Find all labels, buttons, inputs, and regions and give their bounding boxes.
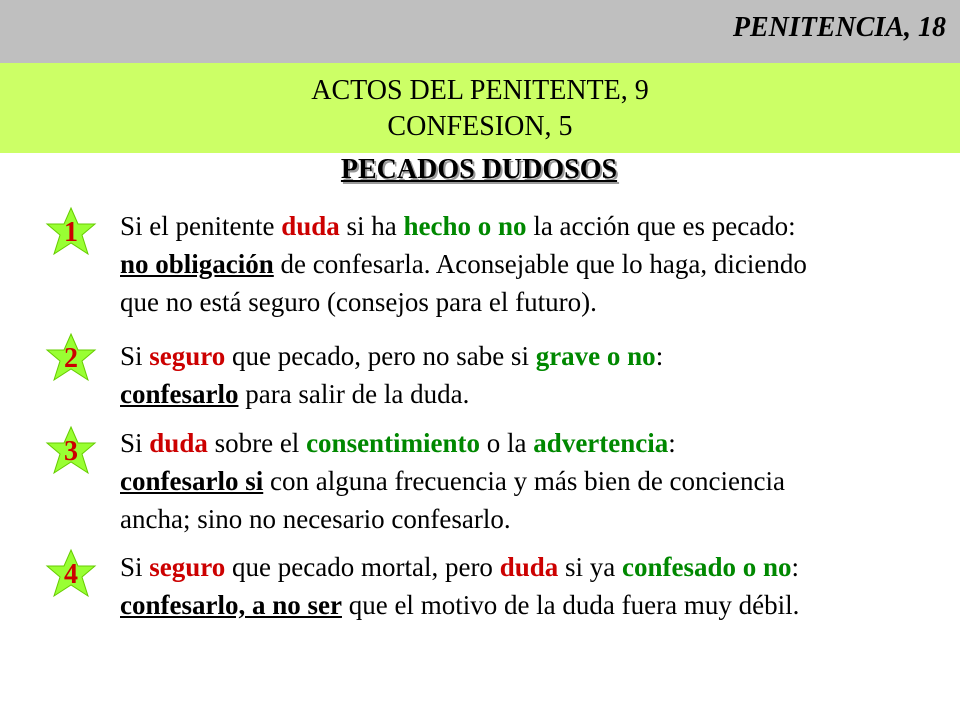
item-4-line-2 [120, 586, 799, 624]
item-number: 4 [64, 559, 78, 590]
subtitle-line-2: CONFESION, 5 [387, 111, 573, 142]
item-2-line-1 [120, 337, 663, 375]
star-badge-2 [45, 332, 97, 384]
text-run: : [791, 552, 800, 582]
text-run: Si [120, 341, 150, 371]
item-number: 1 [64, 217, 78, 248]
emphasis-red: duda [281, 211, 340, 241]
text-run: que pecado mortal, pero [225, 552, 500, 582]
emphasis-underline: no obligación [120, 249, 274, 279]
emphasis-red: seguro [149, 341, 226, 371]
item-4-line-1 [120, 548, 799, 586]
text-run: la acción que es pecado: [526, 211, 796, 241]
emphasis-red: duda [149, 428, 208, 458]
text-run: Si [120, 552, 150, 582]
text-run: que no está seguro (consejos para el futuro). [120, 287, 597, 317]
text-run: si ha [339, 211, 404, 241]
emphasis-red: duda [499, 552, 559, 582]
emphasis-underline: confesarlo [120, 379, 239, 409]
item-number: 2 [64, 343, 78, 374]
text-run: ancha; sino no necesario confesarlo. [120, 504, 511, 534]
emphasis-underline: confesarlo si [120, 466, 264, 496]
item-1-line-2 [120, 245, 807, 283]
item-3-line-1 [120, 424, 785, 462]
top-bar [0, 0, 960, 63]
emphasis-green: hecho o no [403, 211, 527, 241]
item-1-text [120, 207, 807, 321]
text-run: Si [120, 428, 150, 458]
item-1-line-3 [120, 283, 807, 321]
emphasis-green: confesado o no [622, 552, 792, 582]
item-3-line-2 [120, 462, 785, 500]
text-run: que el motivo de la duda fuera muy débil. [341, 590, 800, 620]
item-3-text [120, 424, 785, 538]
item-number: 3 [64, 436, 78, 467]
section-heading: PECADOS DUDOSOS [340, 154, 618, 185]
text-run: : [655, 341, 664, 371]
emphasis-green: consentimiento [306, 428, 481, 458]
item-1-line-1 [120, 207, 807, 245]
item-4-text [120, 548, 799, 624]
text-run: para salir de la duda. [238, 379, 470, 409]
subtitle-bar [0, 63, 960, 153]
text-run: de confesarla. Aconsejable que lo haga, diciendo [273, 249, 807, 279]
star-badge-3 [45, 425, 97, 477]
page-title: PENITENCIA, 18 [732, 12, 946, 43]
emphasis-green: advertencia [533, 428, 669, 458]
text-run: : [668, 428, 676, 458]
text-run: si ya [558, 552, 622, 582]
item-3-line-3 [120, 500, 785, 538]
text-run: sobre el [207, 428, 307, 458]
text-run: Si el penitente [120, 211, 282, 241]
text-run: o la [480, 428, 534, 458]
emphasis-green: grave o no [535, 341, 656, 371]
subtitle-line-1: ACTOS DEL PENITENTE, 9 [311, 75, 649, 106]
star-badge-1 [45, 206, 97, 258]
text-run: que pecado, pero no sabe si [225, 341, 536, 371]
emphasis-underline: confesarlo, a no ser [120, 590, 342, 620]
item-2-line-2 [120, 375, 663, 413]
item-2-text [120, 337, 663, 413]
text-run: con alguna frecuencia y más bien de conciencia [263, 466, 785, 496]
emphasis-red: seguro [149, 552, 226, 582]
star-badge-4 [45, 548, 97, 600]
